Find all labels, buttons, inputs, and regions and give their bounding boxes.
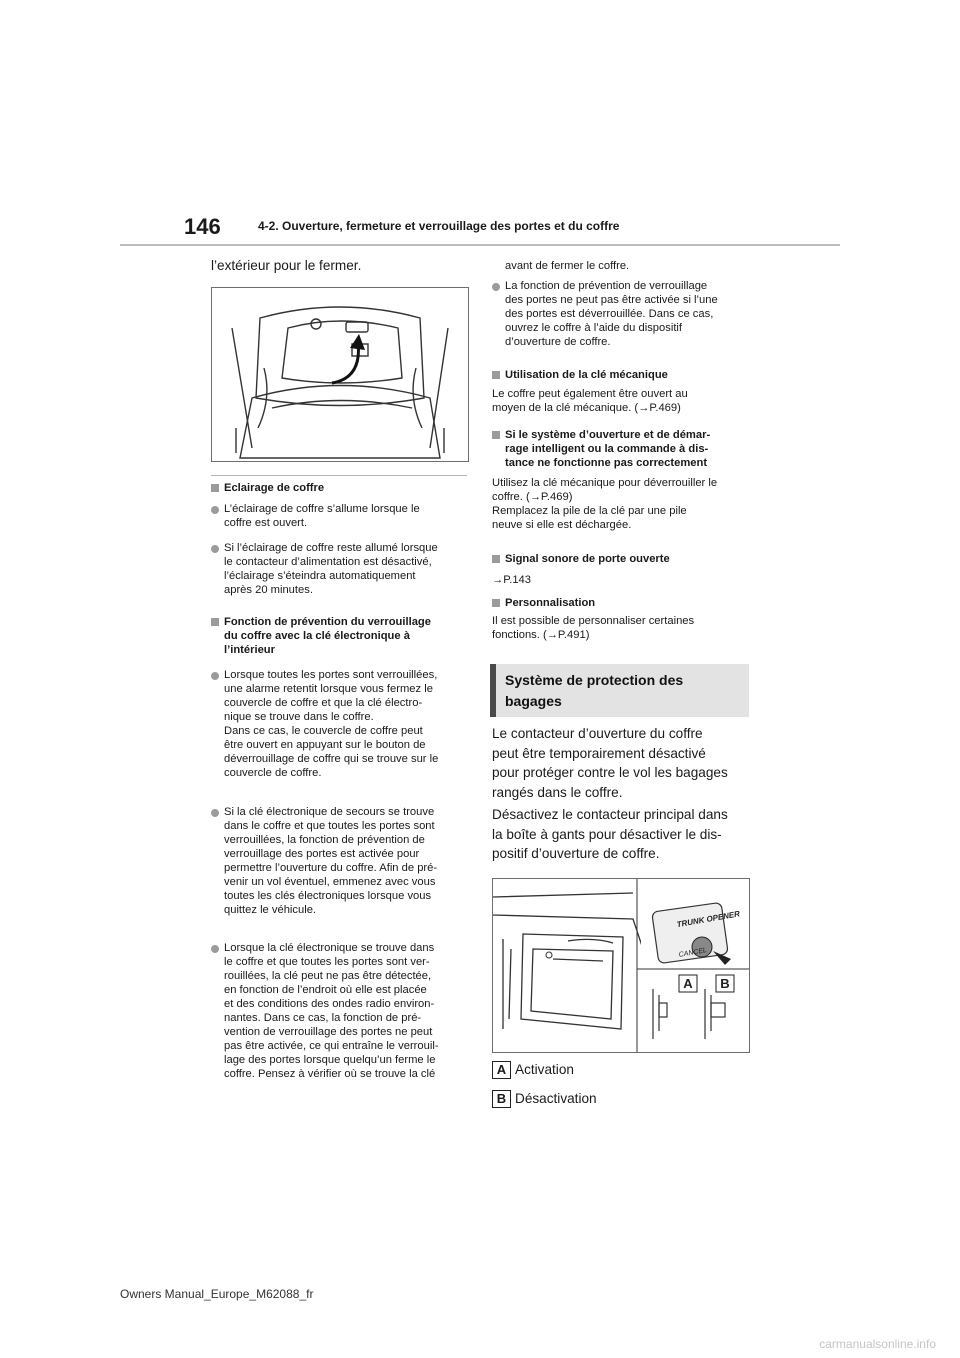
section-heading-smart-system: Si le système d’ouverture et de démar- rage intelligent ou la commande à dis- tance ne fonctionne pas correctement [505,429,711,469]
section-body: Il est possible de personnaliser certaines fonctions. (→P.491) [492,615,695,641]
legend-text-activation: Activation [515,1062,574,1077]
figure-label-cancel: CANCEL [678,947,708,959]
bullet-text: La fonction de prévention de verrouillage des portes ne peut pas être activée si l’une des portes est déverrouillée. Dans ce cas, ouvrez le coffre à l’aide du dispositif d’ouverture de coffre. [505,280,718,348]
trunk-lid-illustration [212,288,468,461]
legend-text-deactivation: Désactivation [515,1091,597,1106]
legend-key-b: B [492,1090,511,1108]
continuation-text: avant de fermer le coffre. [505,260,630,272]
heading-marker [211,484,219,492]
paragraph: Désactivez le contacteur principal dans la boîte à gants pour désactiver le dis- positif d’ouverture de coffre. [492,807,728,862]
heading-marker [492,555,500,563]
heading-marker [211,618,219,626]
bullet-dot [211,945,219,953]
heading-marker [492,431,500,439]
legend-key-a: A [492,1061,511,1079]
figure-label-a: A [683,976,693,991]
heading-marker [492,599,500,607]
section-heading-door-buzzer: Signal sonore de porte ouverte [505,553,670,565]
paragraph: Le contacteur d’ouverture du coffre peut être temporairement désactivé pour protéger contre le vol les bagages rangés dans le coffre. [492,726,728,800]
header-rule [120,244,840,246]
bullet-dot [492,283,500,291]
watermark: carmanualsonline.info [819,1337,936,1351]
glovebox-illustration [493,879,749,1052]
bullet-text: Lorsque la clé électronique se trouve dans le coffre et que toutes les portes sont ver- rouillées, la clé peut ne pas être détectée, en fonction de l’endroit où elle est placée et des conditions des ondes radio environ- nantes. Dans ce cas, la fonction de pré- vention de verrouillage des portes ne peut pas être activée, ce qui entraîne le verrouil- lage des portes lorsque quelqu’un ferme le coffre. Pensez à vérifier où se trouve la clé [224,942,439,1080]
intro-text: l’extérieur pour le fermer. [211,258,362,273]
glovebox-figure [492,878,750,1053]
figure-label-b: B [720,976,730,991]
section-body: →P.143 [492,574,531,586]
page-number: 146 [184,214,221,239]
section-heading-lock-prevention: Fonction de prévention du verrouillage du coffre avec la clé électronique à l’intérieur [224,616,431,656]
bullet-dot [211,809,219,817]
section-title: Système de protection des bagages [505,672,684,709]
section-body: Le coffre peut également être ouvert au moyen de la clé mécanique. (→P.469) [492,388,688,414]
bullet-dot [211,672,219,680]
section-heading-mechanical-key: Utilisation de la clé mécanique [505,369,668,381]
manual-name: Owners Manual_Europe_M62088_fr [120,1287,314,1301]
figure-label-trunk-opener: TRUNK OPENER [675,909,741,930]
chapter-title: 4-2. Ouverture, fermeture et verrouillage des portes et du coffre [258,219,620,233]
bullet-text: Si la clé électronique de secours se trouve dans le coffre et que toutes les portes sont verrouillées, la fonction de prévention de verrouillage des portes est activée pour permettre l’ouverture du coffre. Afin de pré- venir un vol éventuel, emmenez avec vous toutes les clés électroniques lorsque vous quittez le véhicule. [224,806,438,916]
section-title-box [490,664,749,717]
bullet-dot [211,545,219,553]
heading-marker [492,371,500,379]
bullet-text: Si l’éclairage de coffre reste allumé lorsque le contacteur d’alimentation est désactivé, l’éclairage s’éteindra automatiquement après 20 minutes. [224,542,438,596]
divider [211,475,467,476]
bullet-text: Lorsque toutes les portes sont verrouillées, une alarme retentit lorsque vous fermez le couvercle de coffre et que la clé électro- nique se trouve dans le coffre. Dans ce cas, le couvercle de coffre peut être ouvert en appuyant sur le bouton de déverrouillage de coffre qui se trouve sur le couvercle de coffre. [224,669,439,779]
bullet-text: L’éclairage de coffre s’allume lorsque le coffre est ouvert. [224,503,420,529]
trunk-lid-figure [211,287,469,462]
section-heading-customization: Personnalisation [505,597,596,609]
bullet-dot [211,506,219,514]
section-heading-trunk-light: Eclairage de coffre [224,482,325,494]
section-body: Utilisez la clé mécanique pour déverrouiller le coffre. (→P.469) Remplacez la pile de la clé par une pile neuve si elle est déchargée. [492,477,718,531]
